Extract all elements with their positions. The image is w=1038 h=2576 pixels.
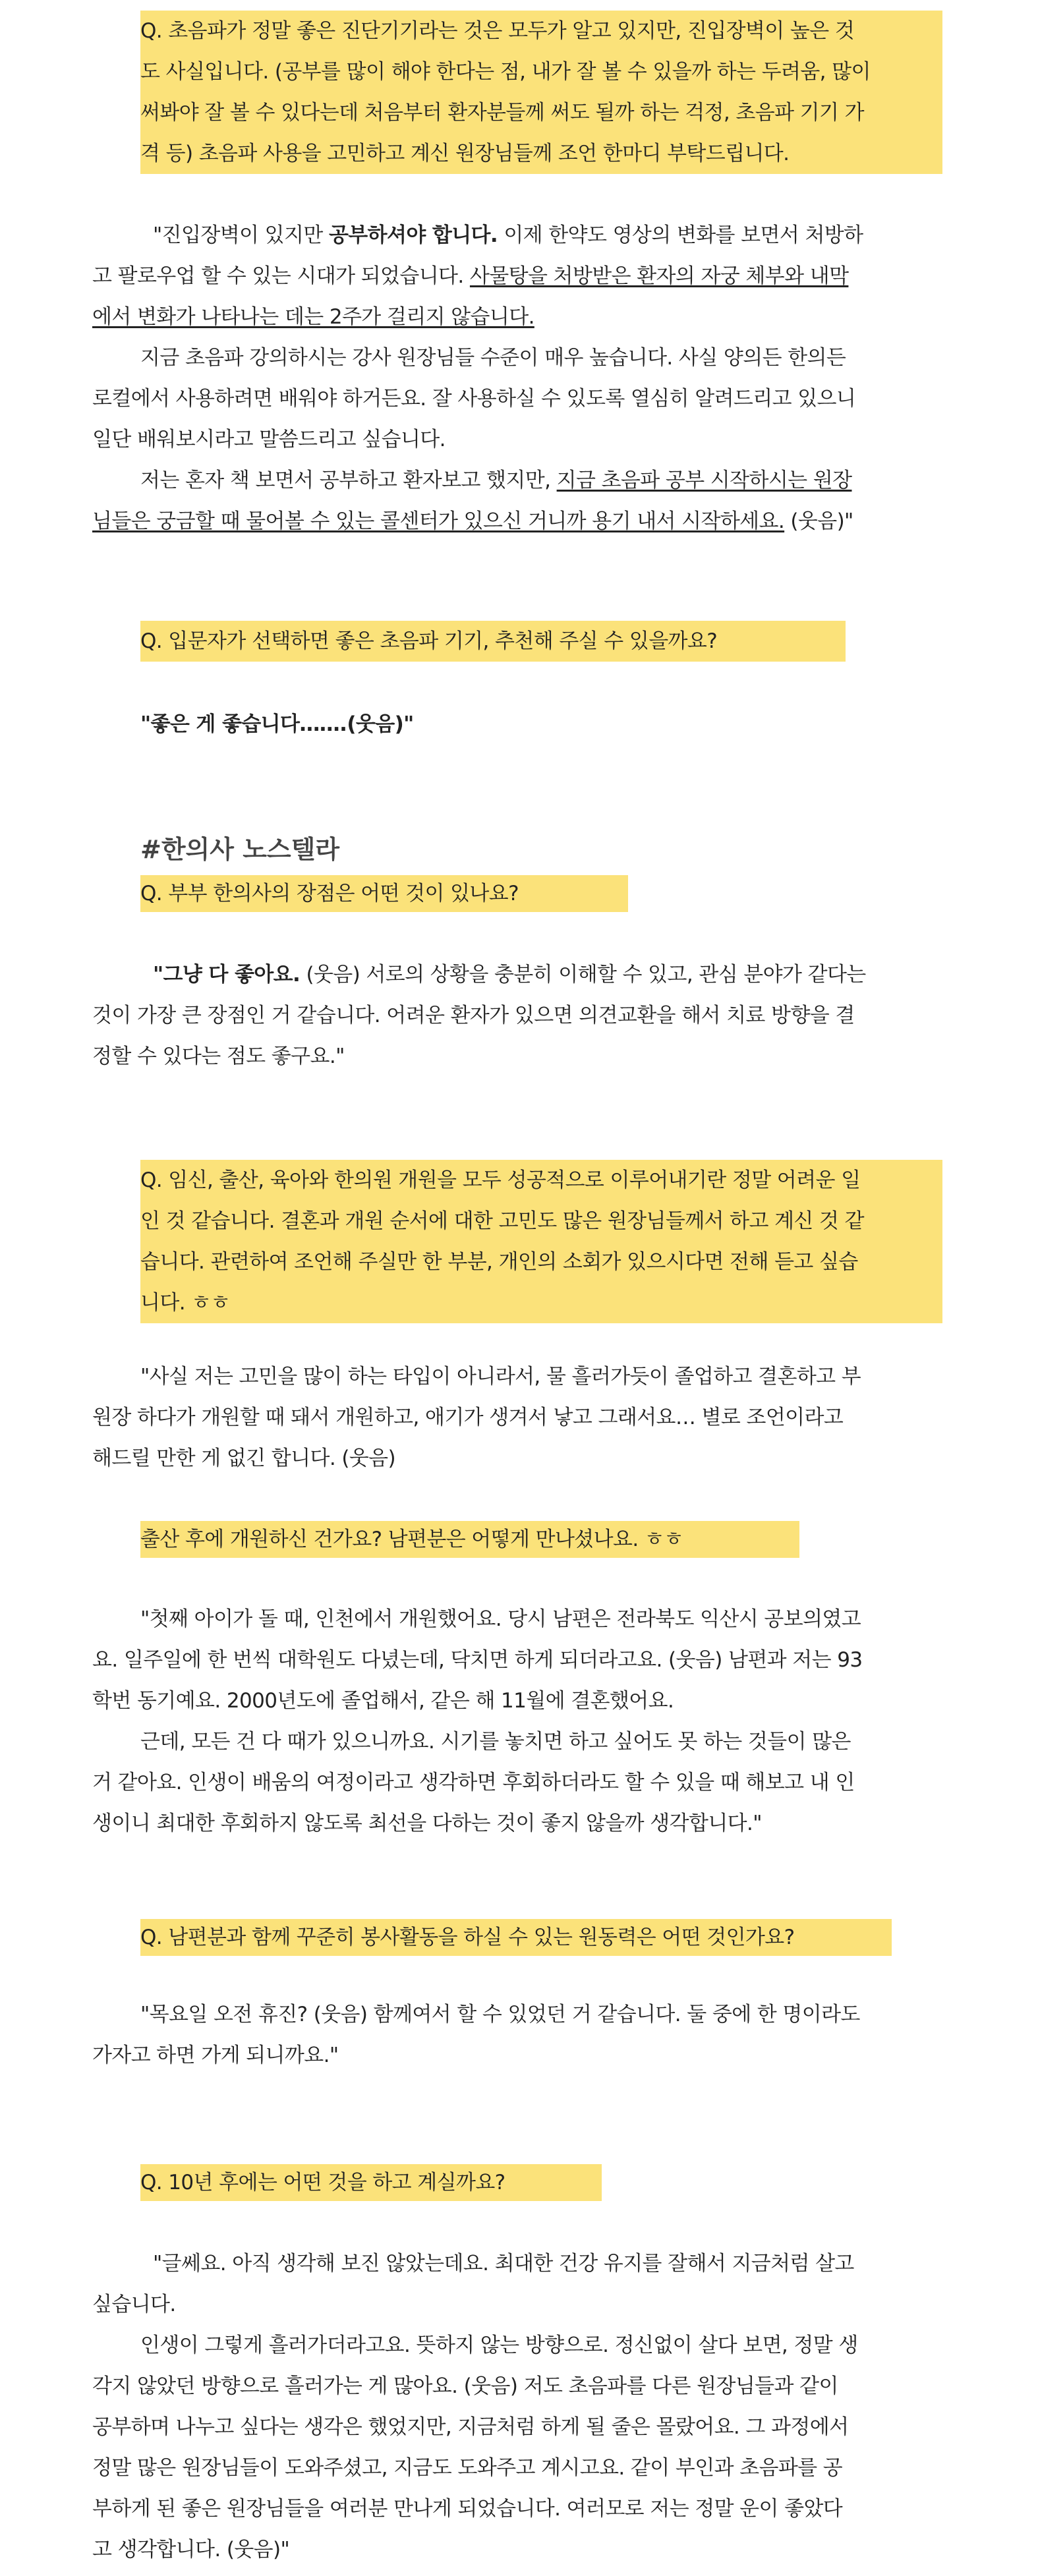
answer-line: 학번 동기예요. 2000년도에 졸업해서, 같은 해 11월에 결혼했어요. (92, 1689, 674, 1713)
answer-4 (92, 1356, 949, 1479)
answer-line: 가자고 하면 가게 되니까요." (92, 2044, 339, 2067)
answer-line: 근데, 모든 건 다 때가 있으니까요. 시기를 놓치면 하고 싶어도 못 하는 것들이 많은 (140, 1730, 851, 1754)
answer-1 (92, 215, 949, 542)
question-6 (140, 1919, 892, 1956)
answer-line: 생이니 최대한 후회하지 않도록 최선을 다하는 것이 좋지 않을까 생각합니다." (92, 1812, 762, 1835)
answer-line: 인생이 그렇게 흘러가더라고요. 뜻하지 않는 방향으로. 정신없이 살다 보면, 정말 생 (140, 2333, 858, 2357)
question-4 (140, 1160, 942, 1323)
question-line: 출산 후에 개원하신 건가요? 남편분은 어떻게 만나셨나요. ㅎㅎ (140, 1521, 799, 1558)
question-line: 격 등) 초음파 사용을 고민하고 계신 원장님들께 조언 한마디 부탁드립니다. (140, 133, 942, 174)
answer-line: 일단 배워보시라고 말씀드리고 싶습니다. (92, 428, 446, 451)
answer-line: 고 팔로우업 할 수 있는 시대가 되었습니다. 사물탕을 처방받은 환자의 자궁 체부와 내막 (92, 264, 849, 288)
answer-6 (92, 1994, 949, 2076)
answer-line: "그냥 다 좋아요. (웃음) 서로의 상황을 충분히 이해할 수 있고, 관심 분야가 같다는 (153, 963, 866, 987)
question-7 (140, 2164, 602, 2201)
answer-line: 지금 초음파 강의하시는 강사 원장님들 수준이 매우 높습니다. 사실 양의든 한의든 (140, 346, 846, 370)
answer-line: 거 같아요. 인생이 배움의 여정이라고 생각하면 후회하더라도 할 수 있을 때 해보고 내 인 (92, 1771, 855, 1794)
answer-line: 요. 일주일에 한 번씩 대학원도 다녔는데, 닥치면 하게 되더라고요. (웃음) 남편과 저는 93 (92, 1648, 863, 1672)
question-5 (140, 1521, 799, 1558)
question-line: 도 사실입니다. (공부를 많이 해야 한다는 점, 내가 잘 볼 수 있을까 하는 두려움, 많이 (140, 51, 942, 92)
answer-line: 해드릴 만한 게 없긴 합니다. (웃음) (92, 1446, 396, 1470)
answer-line: 것이 가장 큰 장점인 거 같습니다. 어려운 환자가 있으면 의견교환을 해서 치료 방향을 결 (92, 1004, 855, 1027)
question-line: Q. 임신, 출산, 육아와 한의원 개원을 모두 성공적으로 이루어내기란 정말 어려운 일 (140, 1160, 942, 1201)
answer-5 (92, 1599, 949, 1844)
question-line: Q. 입문자가 선택하면 좋은 초음파 기기, 추천해 주실 수 있을까요? (140, 621, 846, 662)
answer-line: "진입장벽이 있지만 공부하셔야 합니다. 이제 한약도 영상의 변화를 보면서 처방하 (153, 223, 863, 247)
answer-line: 정할 수 있다는 점도 좋구요." (92, 1045, 345, 1068)
emphasis-text: 공부하셔야 합니다. (328, 223, 498, 247)
question-1 (140, 11, 942, 174)
question-line: 습니다. 관련하여 조언해 주실만 한 부분, 개인의 소회가 있으시다면 전해 듣고 싶습 (140, 1242, 942, 1282)
question-line: Q. 부부 한의사의 장점은 어떤 것이 있나요? (140, 875, 628, 912)
question-line: 니다. ㅎㅎ (140, 1282, 942, 1323)
question-line: 인 것 같습니다. 결혼과 개원 순서에 대한 고민도 많은 원장님들께서 하고 계신 것 같 (140, 1201, 942, 1242)
underlined-text: 에서 변화가 나타나는 데는 2주가 걸리지 않습니다. (92, 305, 534, 329)
answer-line: 싶습니다. (92, 2293, 176, 2316)
section-heading: #한의사 노스텔라 (140, 835, 340, 864)
answer-line: "목요일 오전 휴진? (웃음) 함께여서 할 수 있었던 거 같습니다. 둘 중에 한 명이라도 (140, 2003, 860, 2026)
question-line: Q. 남편분과 함께 꾸준히 봉사활동을 하실 수 있는 원동력은 어떤 것인가요? (140, 1919, 892, 1956)
underlined-text: 지금 초음파 공부 시작하시는 원장 (556, 469, 852, 492)
question-line: 써봐야 잘 볼 수 있다는데 처음부터 환자분들께 써도 될까 하는 걱정, 초음파 기기 가 (140, 92, 942, 133)
answer-line (92, 297, 949, 337)
answer-line: 님들은 궁금할 때 물어볼 수 있는 콜센터가 있으신 거니까 용기 내서 시작하세요. (웃음)" (92, 509, 853, 533)
answer-7 (92, 2243, 949, 2570)
answer-line: 정말 많은 원장님들이 도와주셨고, 지금도 도와주고 계시고요. 같이 부인과 초음파를 공 (92, 2456, 843, 2480)
answer-line: 각지 않았던 방향으로 흘러가는 게 많아요. (웃음) 저도 초음파를 다른 원장님들과 같이 (92, 2374, 838, 2398)
answer-line: 고 생각합니다. (웃음)" (92, 2538, 290, 2562)
question-line: Q. 초음파가 정말 좋은 진단기기라는 것은 모두가 알고 있지만, 진입장벽이 높은 것 (140, 11, 942, 51)
answer-line: 공부하며 나누고 싶다는 생각은 했었지만, 지금처럼 하게 될 줄은 몰랐어요. 그 과정에서 (92, 2415, 849, 2439)
question-2 (140, 621, 846, 662)
answer-line: 부하게 된 좋은 원장님들을 여러분 만나게 되었습니다. 여러모로 저는 정말 운이 좋았다 (92, 2497, 843, 2521)
answer-line: "좋은 게 좋습니다…….(웃음)" (140, 712, 414, 736)
answer-line: "첫째 아이가 돌 때, 인천에서 개원했어요. 당시 남편은 전라북도 익산시 공보의였고 (140, 1607, 861, 1631)
question-3 (140, 875, 628, 912)
answer-line: "사실 저는 고민을 많이 하는 타입이 아니라서, 물 흘러가듯이 졸업하고 결혼하고 부 (140, 1365, 861, 1388)
answer-line: 저는 혼자 책 보면서 공부하고 환자보고 했지만, 지금 초음파 공부 시작하시는 원장 (140, 469, 852, 492)
answer-line: 로컬에서 사용하려면 배워야 하거든요. 잘 사용하실 수 있도록 열심히 알려드리고 있으니 (92, 387, 856, 411)
emphasis-text: "그냥 다 좋아요. (153, 963, 301, 987)
answer-line: 원장 하다가 개원할 때 돼서 개원하고, 애기가 생겨서 낳고 그래서요… 별로 조언이라고 (92, 1406, 844, 1429)
answer-line: "글쎄요. 아직 생각해 보진 않았는데요. 최대한 건강 유지를 잘해서 지금처럼 살고 (153, 2252, 854, 2275)
underlined-text: 님들은 궁금할 때 물어볼 수 있는 콜센터가 있으신 거니까 용기 내서 시작하세요. (92, 509, 785, 533)
answer-2 (140, 704, 997, 745)
question-line: Q. 10년 후에는 어떤 것을 하고 계실까요? (140, 2164, 602, 2201)
answer-3 (92, 954, 949, 1077)
underlined-text: 사물탕을 처방받은 환자의 자궁 체부와 내막 (469, 264, 849, 288)
